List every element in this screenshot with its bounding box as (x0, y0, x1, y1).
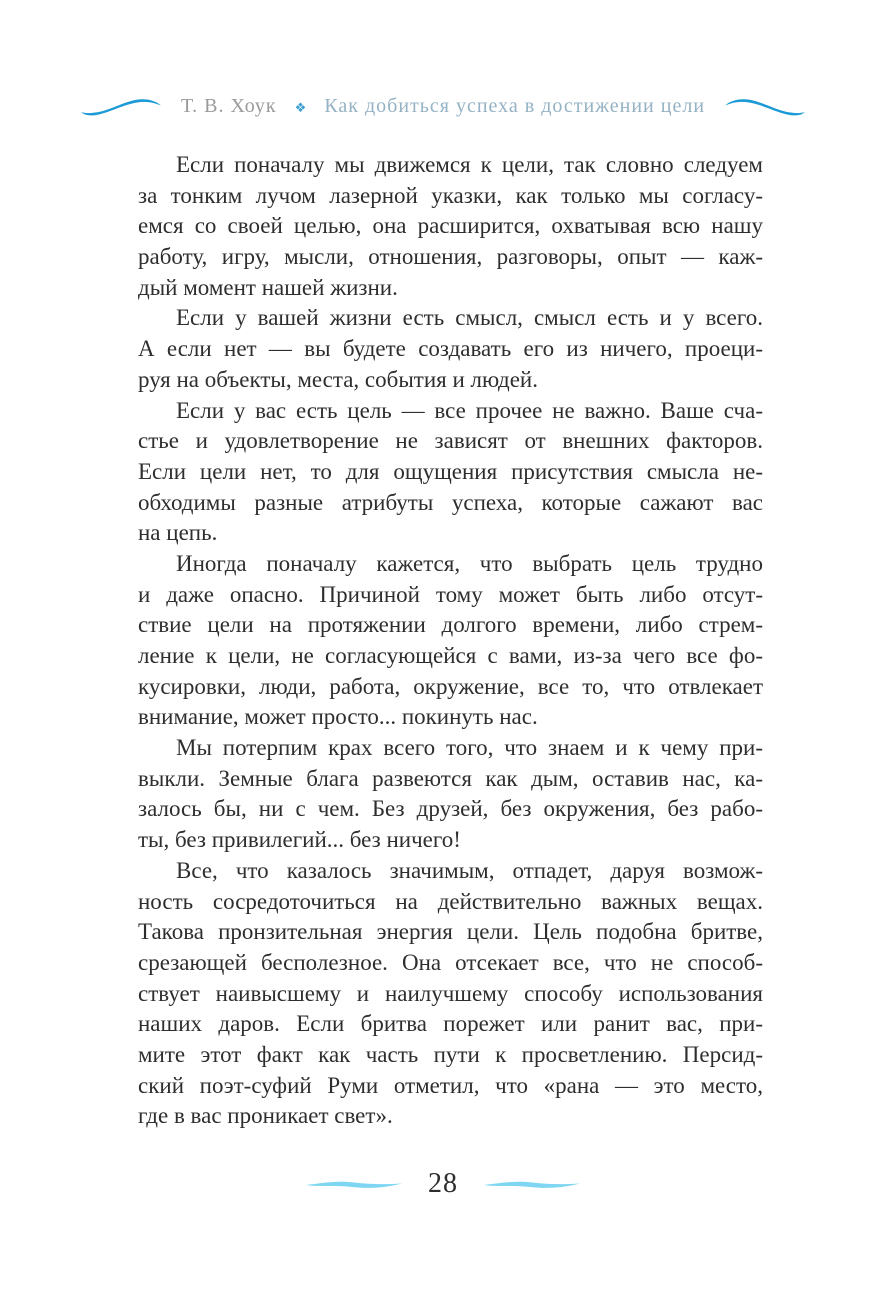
diamond-separator-icon: ❖ (294, 99, 307, 115)
text-block (138, 150, 763, 1132)
text-line: ность сосредоточиться на действительно важных вещах. (138, 888, 763, 914)
text-line: ление к цели, не согласующейся с вами, из-за чего все фо- (138, 643, 763, 668)
text-line: Такова пронзительная энергия цели. Цель подобна бритве, (138, 919, 763, 945)
text-line: стье и удовлетворение не зависят от внешних факторов. (138, 428, 763, 454)
header-book-title: Как добиться успеха в достижении цели (324, 94, 706, 117)
text-line: ты, без привилегий... без ничего! (138, 827, 461, 853)
text-line: ствие цели на протяжении долгого времени, либо стрем- (138, 612, 763, 638)
text-line: работу, игру, мысли, отношения, разговоры, опыт — каж- (138, 244, 763, 270)
text-line: Мы потерпим крах всего того, что знаем и к чему при- (176, 735, 763, 761)
header-author: Т. В. Хоук (180, 94, 277, 117)
wave-flourish-icon (79, 92, 163, 120)
text-line: А если нет — вы будете создавать его из ничего, проеци- (138, 336, 763, 362)
text-line: Иногда поначалу кажется, что выбрать цель трудно (176, 550, 763, 576)
text-line: мите этот факт как часть пути к просветлению. Персид- (138, 1041, 763, 1067)
running-header (0, 90, 886, 122)
text-line: дый момент нашей жизни. (138, 274, 398, 300)
text-line: Если поначалу мы движемся к цели, так словно следуем (176, 152, 763, 177)
text-line: где в вас проникает свет». (138, 1103, 393, 1129)
text-line: залось бы, ни с чем. Без друзей, без окружения, без рабо- (138, 796, 763, 822)
text-line: ский поэт-суфий Руми отметил, что «рана — это место, (138, 1072, 763, 1098)
line-flourish-icon (484, 1178, 580, 1190)
paragraph (138, 856, 763, 1132)
paragraph (138, 150, 763, 303)
text-line: емся со своей целью, она расширится, охватывая всю нашу (138, 213, 763, 239)
text-line: кусировки, люди, работа, окружение, все то, что отвлекает (138, 673, 763, 699)
text-line: Если цели нет, то для ощущения присутствия смысла не- (138, 458, 763, 484)
paragraph (138, 303, 763, 395)
paragraph (138, 733, 763, 856)
text-line: на цепь. (138, 520, 218, 546)
text-line: Если у вас есть цель — все прочее не важно. Ваше сча- (176, 397, 763, 423)
text-line: и даже опасно. Причиной тому может быть либо отсут- (138, 581, 763, 607)
text-line: Если у вашей жизни есть смысл, смысл есть и у всего. (176, 305, 763, 331)
text-line: срезающей бесполезное. Она отсекает все, что не способ- (138, 949, 763, 975)
text-line: обходимы разные атрибуты успеха, которые сажают вас (138, 489, 763, 515)
text-line: Все, что казалось значимым, отпадет, даруя возмож- (176, 857, 763, 883)
text-line: внимание, может просто... покинуть нас. (138, 704, 538, 730)
page-footer (0, 1160, 886, 1208)
wave-flourish-icon (723, 92, 807, 120)
page-number: 28 (428, 1168, 458, 1199)
text-line: наших даров. Если бритва порежет или ранит вас, при- (138, 1011, 763, 1037)
paragraph (138, 549, 763, 733)
paragraph (138, 396, 763, 549)
text-line: руя на объекты, места, события и людей. (138, 366, 538, 392)
text-line: выкли. Земные блага развеются как дым, оставив нас, ка- (138, 765, 763, 791)
text-line: за тонким лучом лазерной указки, как только мы согласу- (138, 182, 763, 208)
text-line: ствует наивысшему и наилучшему способу использования (138, 980, 763, 1006)
line-flourish-icon (306, 1178, 402, 1190)
